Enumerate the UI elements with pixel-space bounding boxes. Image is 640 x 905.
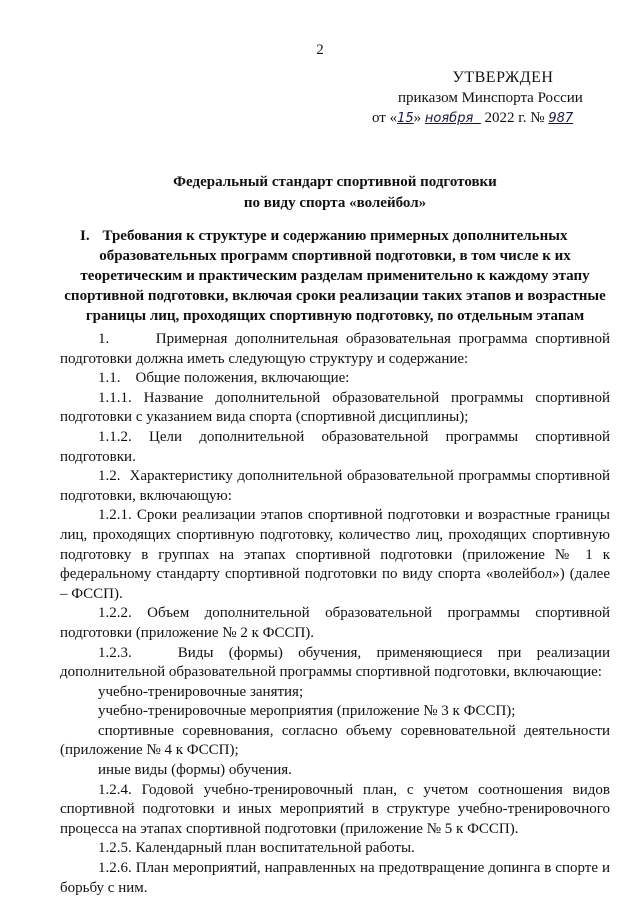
paragraph-1-2-6: 1.2.6. План мероприятий, направленных на предотвращение допинга в спорте и борьбу с ним. bbox=[60, 860, 610, 896]
year-text: 2022 г. № bbox=[484, 110, 545, 126]
list-item-other-forms: иные виды (формы) обучения. bbox=[98, 762, 292, 779]
handwritten-month: ноября bbox=[424, 111, 474, 126]
paragraph-1-1-2: 1.1.2. Цели дополнительной образовательной программы спортивной подготовки. bbox=[60, 428, 610, 465]
title-line-1: Федеральный стандарт спортивной подготовки bbox=[173, 174, 497, 190]
approval-heading: УТВЕРЖДЕН bbox=[452, 69, 554, 86]
document-body bbox=[60, 330, 610, 898]
section-number: I. bbox=[80, 228, 90, 244]
document-title bbox=[60, 172, 610, 214]
page-number: 2 bbox=[316, 42, 324, 58]
paragraph-1-2-4: 1.2.4. Годовой учебно-тренировочный план, с учетом соотношения видов спортивной подготовки и иных мероприятий в структуре учебно-тренировочного процесса на этапах спортивной подготовки (приложение № 5 к ФССП). bbox=[60, 781, 610, 837]
list-item-training-events: учебно-тренировочные мероприятия (приложение № 3 к ФССП); bbox=[98, 703, 516, 720]
handwritten-day: 15 bbox=[397, 111, 414, 126]
date-mid: » bbox=[413, 110, 422, 126]
approval-block bbox=[372, 68, 618, 129]
date-prefix: от « bbox=[372, 110, 398, 126]
paragraph-1: 1. Примерная дополнительная образовательная программа спортивной подготовки должна иметь следующую структуру и содержание: bbox=[60, 331, 610, 367]
paragraph-1-2-3: 1.2.3. Виды (формы) обучения, применяющиеся при реализации дополнительной образовательной программы спортивной подготовки, включающие: bbox=[60, 644, 610, 681]
approval-date-line bbox=[372, 108, 618, 129]
title-line-2: по виду спорта «волейбол» bbox=[243, 195, 427, 211]
paragraph-1-2-1: 1.2.1. Сроки реализации этапов спортивной подготовки и возрастные границы лиц, проходящих спортивную подготовку, количество лиц, проходящих спортивную подготовку в группах на этапах спортивной подготовки (приложение № 1 к федеральному стандарту спортивной подготовки по виду спорта «волейбол») (далее – ФССП). bbox=[60, 507, 610, 602]
section-text: Требования к структуре и содержанию примерных дополнительных образовательных программ спортивной подготовки, в том числе к их теоретическим и практическим разделам применительно к каждому этапу спортивной подготовки, включая сроки реализации таких этапов и возрастные границы лиц, проходящих спортивную подготовку, по отдельным этапам bbox=[64, 228, 606, 324]
paragraph-1-2-2: 1.2.2. Объем дополнительной образовательной программы спортивной подготовки (приложение № 2 к ФССП). bbox=[60, 605, 610, 641]
list-item-competitions: спортивные соревнования, согласно объему соревновательной деятельности (приложение № 4 к ФССП); bbox=[60, 722, 610, 759]
approval-order-line: приказом Минспорта России bbox=[398, 90, 583, 106]
handwritten-order-number: 987 bbox=[548, 111, 574, 126]
paragraph-1-2-5: 1.2.5. Календарный план воспитательной работы. bbox=[98, 840, 415, 857]
section-heading bbox=[60, 226, 610, 326]
paragraph-1-2: 1.2. Характеристику дополнительной образовательной программы спортивной подготовки, включающую: bbox=[60, 468, 610, 504]
paragraph-1-1-1: 1.1.1. Название дополнительной образовательной программы спортивной подготовки с указанием вида спорта (спортивной дисциплины); bbox=[60, 389, 610, 426]
paragraph-1-1: 1.1. Общие положения, включающие: bbox=[98, 370, 350, 387]
list-item-training-sessions: учебно-тренировочные занятия; bbox=[98, 683, 304, 700]
